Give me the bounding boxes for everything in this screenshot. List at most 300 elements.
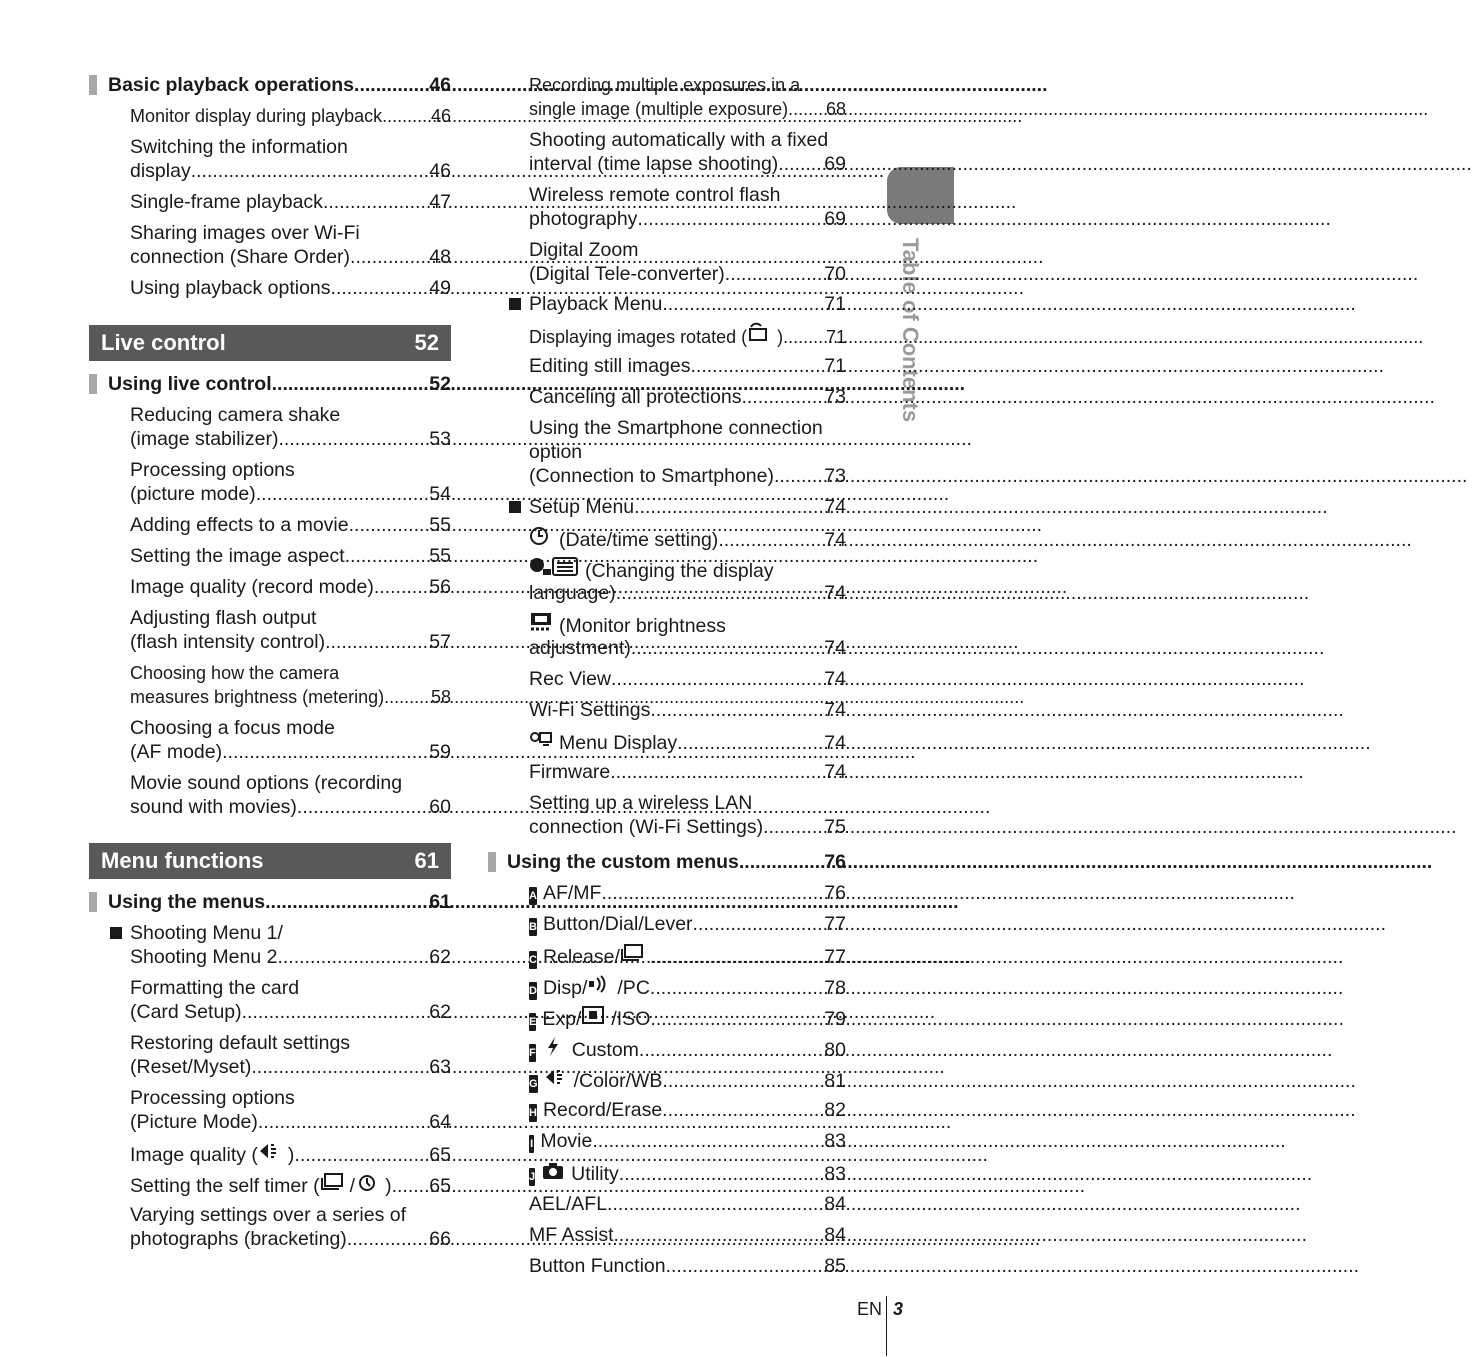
entry-text: Using the custom menus: [507, 851, 739, 873]
toc-line: [89, 740, 451, 764]
toc-line: [488, 238, 846, 262]
footer-page-number: 3: [893, 1299, 904, 1319]
entry-text: Movie sound options (recording: [130, 772, 403, 794]
custom-menu-badge-icon: J: [529, 1168, 535, 1186]
toc-line: [488, 581, 846, 605]
toc-entry[interactable]: [89, 1172, 451, 1196]
leader-dots: [607, 1192, 823, 1216]
page-number: 85: [824, 1255, 846, 1277]
toc-line: [488, 760, 846, 784]
page-number: 74: [824, 668, 846, 690]
toc-line: [89, 427, 451, 451]
page-number: 62: [429, 1001, 451, 1023]
section-heading[interactable]: [488, 850, 846, 874]
chapter-title: Menu functions: [101, 848, 264, 873]
entry-text: option: [529, 441, 583, 463]
entry-text: MF Assist: [529, 1224, 614, 1246]
sequential-icon: [320, 1172, 344, 1192]
toc-entry[interactable]: [89, 606, 451, 654]
leader-dots: [650, 945, 823, 969]
entry-text: (Card Setup): [130, 1001, 242, 1023]
leader-dots: [739, 850, 823, 874]
entry-text: Choosing a focus mode: [130, 717, 335, 739]
leader-dots: [690, 354, 823, 378]
leader-dots: [637, 207, 823, 231]
toc-line: [89, 976, 451, 1000]
toc-line: [89, 795, 451, 819]
entry-text: Using the Smartphone connection: [529, 417, 823, 439]
leader-dots: [619, 1162, 824, 1186]
page-number: 49: [429, 277, 451, 299]
toc-entry[interactable]: [488, 526, 846, 550]
page-number: 75: [824, 816, 846, 838]
leader-dots: [294, 1143, 428, 1167]
toc-entry[interactable]: [89, 1031, 451, 1079]
leader-dots: [384, 685, 430, 709]
toc-entry[interactable]: [89, 976, 451, 1024]
leader-dots: [272, 372, 429, 396]
page-number: 84: [824, 1224, 846, 1246]
chapter-title: Live control: [101, 330, 226, 355]
toc-line: [89, 921, 451, 945]
entry-text: Shooting automatically with a fixed: [529, 129, 829, 151]
toc-line: [488, 464, 846, 488]
page-number: 63: [429, 1056, 451, 1078]
close-paren: ): [287, 1144, 295, 1166]
entry-text: Formatting the card: [130, 977, 300, 999]
entry-text: Using playback options: [130, 277, 331, 299]
custom-menu-badge-icon: E: [529, 1013, 536, 1031]
page-number: 62: [429, 946, 451, 968]
toc-line: [89, 159, 451, 183]
leader-dots: [258, 1110, 428, 1134]
toc-line: [89, 575, 451, 599]
entry-text: Basic playback operations: [108, 74, 355, 96]
entry-text: Button Function: [529, 1255, 666, 1277]
leader-dots: [345, 544, 429, 568]
entry-text: photography: [529, 208, 638, 230]
entry-text-suffix: /PC: [617, 977, 650, 999]
entry-text: Record/Erase: [542, 1099, 663, 1121]
entry-text: (image stabilizer): [130, 428, 279, 450]
toc-entry[interactable]: [89, 403, 451, 451]
heading-line: [89, 890, 451, 914]
toc-line: [488, 912, 846, 936]
toc-entry[interactable]: [89, 135, 451, 183]
entry-text: AF/MF: [542, 882, 602, 904]
toc-line: [488, 698, 846, 722]
entry-text: display: [130, 160, 191, 182]
heading-bar-marker: [89, 75, 97, 95]
page-number: 77: [824, 913, 846, 935]
entry-text: Switching the information: [130, 136, 348, 158]
page-number: 83: [824, 1130, 846, 1152]
entry-text: Reducing camera shake: [130, 404, 341, 426]
toc-entry[interactable]: [488, 760, 846, 784]
toc-line: [488, 1223, 846, 1247]
toc-entry[interactable]: [89, 458, 451, 506]
toc-line: [89, 245, 451, 269]
toc-entry[interactable]: [488, 128, 846, 176]
page-number: 76: [824, 851, 846, 873]
entry-text: language): [529, 582, 616, 604]
quality-icon: [544, 1067, 568, 1087]
entry-text: Shooting Menu 2: [130, 946, 278, 968]
entry-text: Menu Display: [559, 732, 678, 754]
toc-line: [488, 1005, 846, 1029]
entry-text: Button/Dial/Lever: [542, 913, 693, 935]
lang-icon: [529, 557, 579, 577]
page-number: 71: [825, 327, 846, 347]
toc-entry[interactable]: [488, 698, 846, 722]
toc-line: [488, 1129, 846, 1153]
entry-text: connection (Share Order): [130, 246, 351, 268]
toc-line: [488, 262, 846, 286]
toc-line: [488, 416, 846, 440]
leader-dots: [265, 890, 428, 914]
entry-text: /Color/WB: [573, 1070, 663, 1092]
leader-dots: [392, 1174, 429, 1198]
entry-text: (Monitor brightness: [559, 615, 726, 637]
toc-entry[interactable]: [488, 73, 846, 121]
quality-icon: [258, 1141, 282, 1161]
rotate-icon: [747, 323, 771, 343]
leader-dots: [325, 630, 428, 654]
page-number: 47: [429, 191, 451, 213]
meter-icon: [581, 1005, 605, 1025]
page-number: 65: [429, 1175, 451, 1197]
entry-text: Setup Menu: [529, 496, 635, 518]
page-number: 71: [824, 355, 846, 377]
page-number: 73: [824, 386, 846, 408]
toc-line: [89, 1031, 451, 1055]
leader-dots: [350, 245, 428, 269]
leader-dots: [256, 482, 429, 506]
page-number: 74: [824, 637, 846, 659]
square-bullet: [509, 298, 521, 310]
toc-entry[interactable]: [488, 1254, 846, 1278]
leader-dots: [662, 1098, 823, 1122]
custom-menu-item[interactable]: [488, 1036, 846, 1060]
toc-entry[interactable]: [89, 661, 451, 709]
leader-dots: [774, 464, 823, 488]
page-number: 70: [824, 263, 846, 285]
leader-dots: [222, 740, 428, 764]
heading-bar-marker: [89, 374, 97, 394]
leader-dots: [783, 325, 825, 349]
page-number: 55: [429, 514, 451, 536]
entry-text: Recording multiple exposures in a: [529, 75, 801, 95]
page-number: 56: [429, 576, 451, 598]
page-number: 74: [824, 582, 846, 604]
leader-dots: [251, 1055, 428, 1079]
page-number: 57: [429, 631, 451, 653]
entry-text: Disp/: [542, 977, 588, 999]
toc-line: [488, 881, 846, 905]
page-number: 74: [824, 732, 846, 754]
toc-entry[interactable]: [488, 238, 846, 286]
entry-text: (Changing the display: [585, 560, 774, 582]
page-number: 46: [429, 74, 451, 96]
toc-line: [89, 1110, 451, 1134]
toc-line: [488, 495, 846, 519]
toc-entry[interactable]: [488, 1223, 846, 1247]
toc-entry[interactable]: [488, 1192, 846, 1216]
close-paren: ): [385, 1175, 392, 1197]
entry-text: Using live control: [108, 373, 272, 395]
toc-entry[interactable]: [488, 729, 846, 753]
chapter-tab-label: Table of Contents: [898, 238, 923, 423]
entry-text: Displaying images rotated (: [529, 327, 748, 347]
toc-entry[interactable]: [488, 323, 846, 347]
toc-line: [89, 221, 451, 245]
custom-menu-item[interactable]: [488, 1129, 846, 1153]
page-number: 64: [429, 1111, 451, 1133]
custom-menu-item[interactable]: [488, 974, 846, 998]
entry-text: Custom: [571, 1039, 639, 1061]
leader-dots: [788, 97, 825, 121]
toc-line: [488, 815, 846, 839]
entry-text: (Reset/Myset): [130, 1056, 252, 1078]
leader-dots: [242, 1000, 429, 1024]
setup-menu-heading[interactable]: [488, 495, 846, 519]
leader-dots: [725, 262, 824, 286]
leader-dots: [666, 1254, 824, 1278]
entry-text: Movie: [540, 1130, 593, 1152]
page-number: 59: [429, 741, 451, 763]
toc-entry[interactable]: [488, 385, 846, 409]
custom-menu-item[interactable]: [488, 1005, 846, 1029]
entry-text: Adjusting flash output: [130, 607, 317, 629]
leader-dots: [616, 581, 824, 605]
toc-line: [488, 385, 846, 409]
camera-icon: [541, 1160, 565, 1180]
toc-entry[interactable]: [89, 1203, 451, 1251]
leader-dots: [331, 276, 429, 300]
entry-text: Exp/: [542, 1008, 582, 1030]
toc-line: [488, 1067, 846, 1091]
toc-line: [89, 1000, 451, 1024]
entry-text: connection (Wi-Fi Settings): [529, 816, 764, 838]
toc-line: [89, 1141, 451, 1165]
entry-text: photographs (bracketing): [130, 1228, 347, 1250]
entry-text: AEL/AFL: [529, 1193, 608, 1215]
page-number: 60: [429, 796, 451, 818]
toc-line: [488, 323, 846, 347]
toc-entry[interactable]: [89, 921, 451, 969]
toc-entry[interactable]: [488, 791, 846, 839]
toc-line: [89, 544, 451, 568]
entry-text: Setting up a wireless LAN: [529, 792, 753, 814]
toc-line: [89, 276, 451, 300]
toc-line: [488, 1160, 846, 1184]
gear-display-icon: [529, 729, 553, 749]
toc-line: [89, 104, 451, 128]
sound-icon: [587, 974, 611, 994]
toc-line: [89, 685, 451, 709]
section-heading[interactable]: [89, 372, 451, 396]
leader-dots: [382, 104, 430, 128]
leader-dots: [611, 667, 823, 691]
page-number: 78: [824, 977, 846, 999]
toc-entry[interactable]: [488, 557, 846, 605]
entry-text: Choosing how the camera: [130, 663, 340, 683]
square-bullet: [110, 927, 122, 939]
page-number: 65: [429, 1144, 451, 1166]
toc-line: [488, 791, 846, 815]
page-number: 83: [824, 1163, 846, 1185]
custom-menu-badge-icon: H: [529, 1104, 537, 1122]
custom-menu-badge-icon: D: [529, 982, 537, 1000]
leader-dots: [297, 795, 428, 819]
page-number: 82: [824, 1099, 846, 1121]
toc-entry[interactable]: [488, 416, 846, 488]
toc-line: [488, 207, 846, 231]
toc-entry[interactable]: [89, 513, 451, 537]
entry-text: Utility: [571, 1163, 619, 1185]
entry-text: Canceling all protections: [529, 386, 742, 408]
leader-dots: [631, 636, 823, 660]
toc-line: [89, 945, 451, 969]
toc-entry[interactable]: [488, 612, 846, 660]
toc-line: [488, 1254, 846, 1278]
toc-line: [488, 612, 846, 636]
toc-line: [89, 135, 451, 159]
page-number: 80: [824, 1039, 846, 1061]
custom-menu-item[interactable]: [488, 912, 846, 936]
entry-text: Digital Zoom: [529, 239, 639, 261]
custom-menu-badge-icon: F: [529, 1044, 536, 1062]
page-number: 58: [430, 687, 451, 707]
toc-line: [89, 1203, 451, 1227]
entry-text: (Connection to Smartphone): [529, 465, 774, 487]
toc-line: [89, 1227, 451, 1251]
toc-line: [488, 974, 846, 998]
entry-text: sound with movies): [130, 796, 297, 818]
toc-entry[interactable]: [488, 183, 846, 231]
toc-entry[interactable]: [89, 716, 451, 764]
entry-text: Wi-Fi Settings: [529, 699, 651, 721]
toc-entry[interactable]: [89, 575, 451, 599]
leader-dots: [662, 292, 823, 316]
leader-dots: [601, 881, 823, 905]
entry-text: (Digital Tele-converter): [529, 263, 725, 285]
page-number: 74: [824, 496, 846, 518]
heading-line: [488, 850, 846, 874]
leader-dots: [741, 385, 823, 409]
entry-text: Setting the self timer (: [130, 1175, 320, 1197]
toc-line: [89, 1172, 451, 1196]
toc-line: [488, 1036, 846, 1060]
entry-text: interval (time lapse shooting): [529, 153, 779, 175]
entry-text: (Picture Mode): [130, 1111, 258, 1133]
clock-icon: [529, 526, 553, 546]
custom-menu-item[interactable]: [488, 1067, 846, 1091]
toc-line: [89, 716, 451, 740]
entry-text: Playback Menu: [529, 293, 663, 315]
leader-dots: [662, 1069, 823, 1093]
leader-dots: [614, 1223, 824, 1247]
toc-entry[interactable]: [89, 190, 451, 214]
toc-entry[interactable]: [488, 354, 846, 378]
toc-entry[interactable]: [89, 544, 451, 568]
toc-entry[interactable]: [488, 667, 846, 691]
entry-text: Firmware: [529, 761, 611, 783]
custom-menu-item[interactable]: [488, 1098, 846, 1122]
slash: /: [349, 1175, 356, 1197]
page-number: 52: [429, 373, 451, 395]
toc-line: [488, 128, 846, 152]
toc-line: [89, 661, 451, 685]
leader-dots: [763, 815, 823, 839]
entry-text: Single-frame playback: [130, 191, 323, 213]
custom-menu-item[interactable]: [488, 881, 846, 905]
monitor-icon: [529, 612, 553, 632]
page-number: 46: [430, 106, 451, 126]
page-number: 69: [824, 208, 846, 230]
section-heading[interactable]: [89, 73, 451, 97]
leader-dots: [278, 427, 428, 451]
entry-text: Image quality (record mode): [130, 576, 374, 598]
entry-text: Sharing images over Wi-Fi: [130, 222, 360, 244]
toc-line: [89, 606, 451, 630]
leader-dots: [650, 698, 823, 722]
page-number: 46: [429, 160, 451, 182]
custom-menu-item[interactable]: [488, 943, 846, 967]
footer-language: EN: [857, 1299, 883, 1319]
chapter-banner[interactable]: [89, 843, 451, 879]
toc-line: [89, 1055, 451, 1079]
entry-text: Shooting Menu 1/: [130, 922, 283, 944]
page-number: 76: [824, 882, 846, 904]
entry-text: Image quality (: [130, 1144, 258, 1166]
custom-menu-badge-icon: C: [529, 951, 537, 969]
toc-line: [89, 482, 451, 506]
toc-line: [89, 771, 451, 795]
leader-dots: [650, 1007, 823, 1031]
toc-line: [488, 152, 846, 176]
leader-dots: [778, 152, 823, 176]
toc-entry[interactable]: [89, 221, 451, 269]
leader-dots: [323, 190, 428, 214]
entry-text: (flash intensity control): [130, 631, 326, 653]
leader-dots: [693, 912, 824, 936]
chapter-banner[interactable]: [89, 325, 451, 361]
page-number: 77: [824, 946, 846, 968]
leader-dots: [718, 528, 823, 552]
toc-entry[interactable]: [89, 276, 451, 300]
custom-menu-item[interactable]: [488, 1160, 846, 1184]
toc-entry[interactable]: [89, 1086, 451, 1134]
page-number: 48: [429, 246, 451, 268]
playback-menu-heading[interactable]: [488, 292, 846, 316]
toc-entry[interactable]: [89, 104, 451, 128]
leader-dots: [650, 976, 823, 1000]
toc-line: [89, 630, 451, 654]
leader-dots: [277, 945, 428, 969]
toc-entry[interactable]: [89, 771, 451, 819]
entry-text: Monitor display during playback: [130, 106, 383, 126]
section-heading[interactable]: [89, 890, 451, 914]
toc-entry[interactable]: [89, 1141, 451, 1165]
leader-dots: [677, 731, 823, 755]
entry-text: Wireless remote control flash: [529, 184, 781, 206]
entry-text: Setting the image aspect: [130, 545, 345, 567]
leader-dots: [191, 159, 429, 183]
toc-line: [89, 458, 451, 482]
toc-line: [488, 1192, 846, 1216]
custom-menu-badge-icon: B: [529, 918, 537, 936]
